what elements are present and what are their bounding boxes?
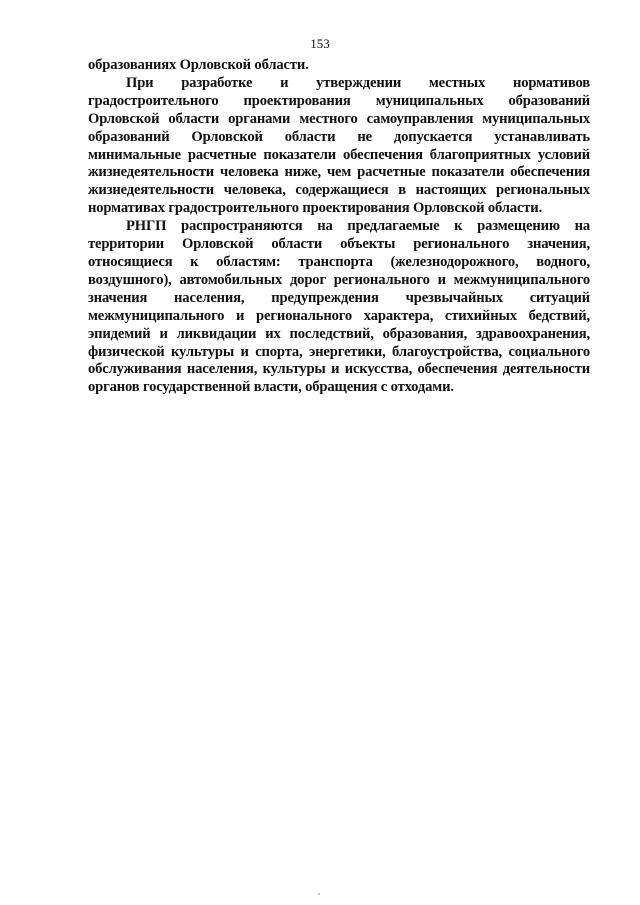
page-number: 153 [310, 36, 330, 51]
paragraph-rngp-scope: РНГП распространяются на предлагаемые к размещению на территории Орловской области объекты регионального значения, относящиеся к областям: транспорта (железнодорожного, водного, воздушного), автомобильных дорог регионального и межмуниципального значения населения, предупреждения чрезвычайных ситуаций межмуниципального и регионального характера, стихийных бедствий, эпидемий и ликвидации их последствий, образования, здравоохранения, физической культуры и спорта, энергетики, благоустройства, социального обслуживания населения, культуры и искусства, обеспечения деятельности органов государственной власти, обращения с отходами. [88, 218, 590, 396]
paragraph-local-standards: При разработке и утверждении местных нормативов градостроительного проектирования муниципальных образований Орловской области органами местного самоуправления муниципальных образований Орловской области не допускается устанавливать минимальные расчетные показатели обеспечения благоприятных условий жизнедеятельности человека ниже, чем расчетные показатели обеспечения жизнедеятельности человека, содержащиеся в настоящих региональных нормативах градостроительного проектирования Орловской области. [88, 74, 590, 217]
paragraph-continuation: образованиях Орловской области. [88, 57, 309, 73]
document-body [88, 57, 590, 397]
scan-artifact [318, 893, 320, 895]
